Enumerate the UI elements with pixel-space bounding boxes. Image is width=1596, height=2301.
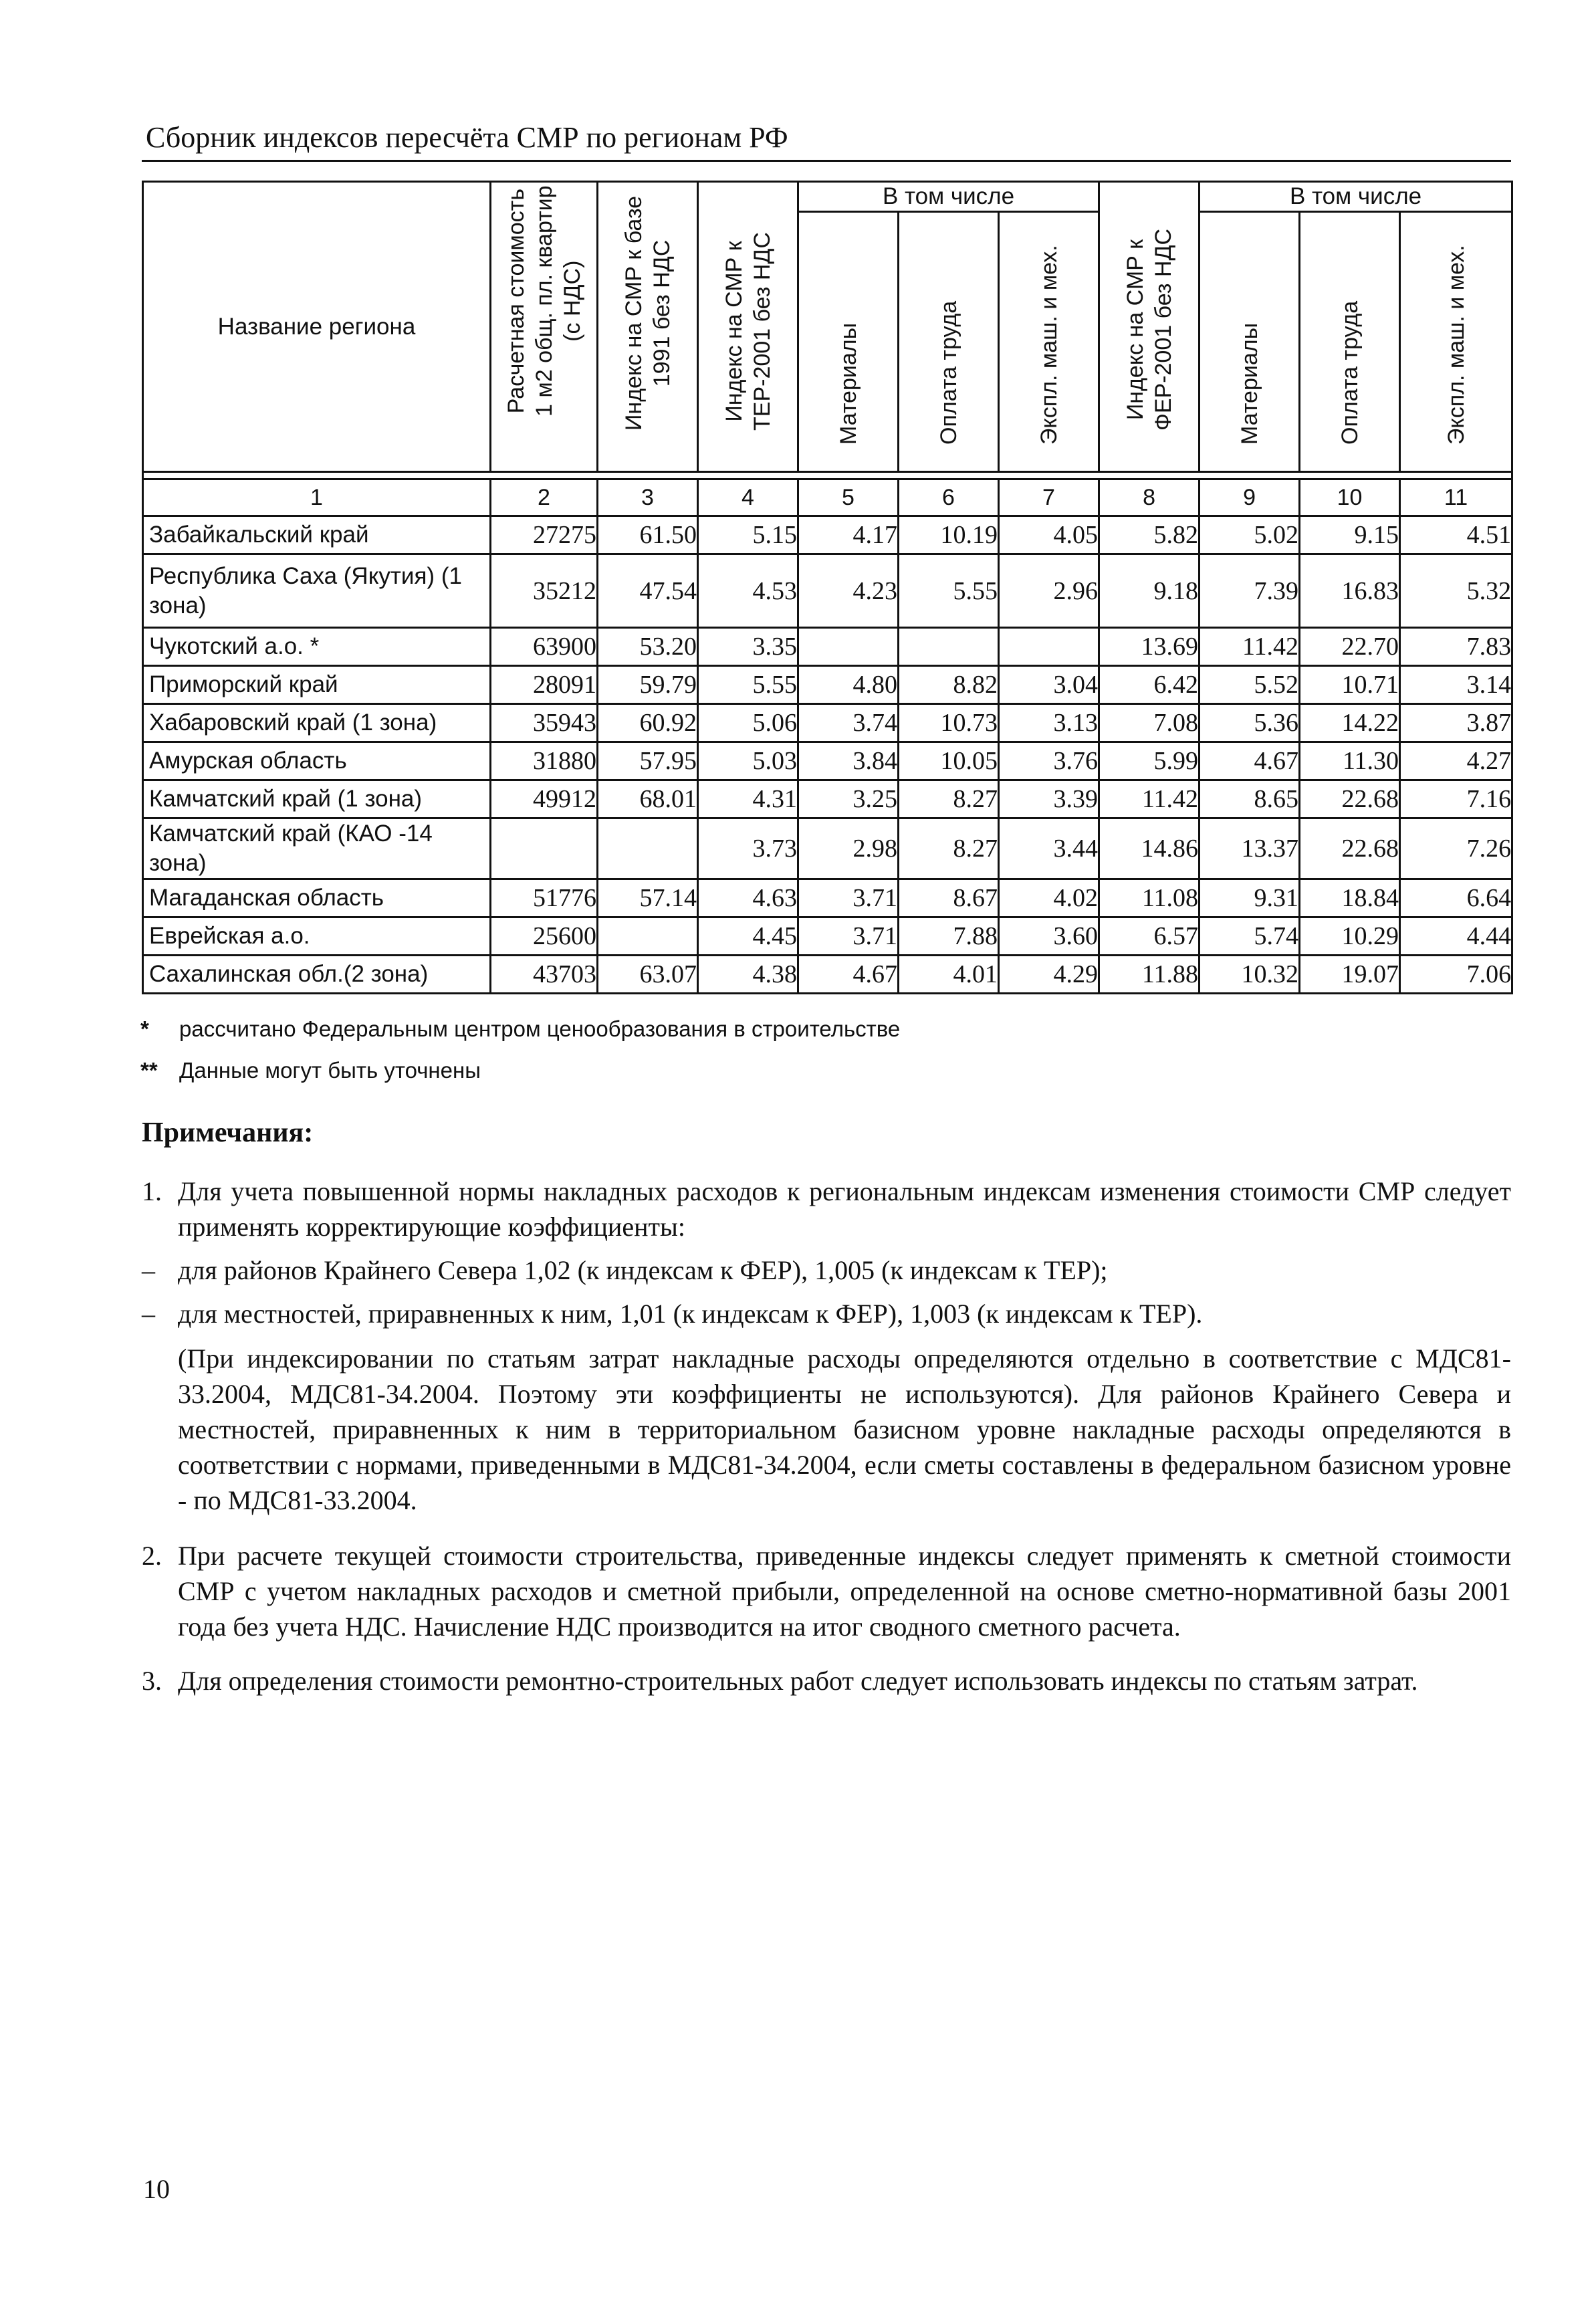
- value-cell: 5.82: [1099, 516, 1200, 554]
- table-row: [143, 554, 1512, 628]
- region-name-cell: Республика Саха (Якутия) (1 зона): [143, 554, 491, 628]
- value-cell: 4.23: [798, 554, 899, 628]
- value-cell: 7.08: [1099, 704, 1200, 742]
- value-cell: 4.80: [798, 666, 899, 704]
- value-cell: 5.55: [899, 554, 999, 628]
- value-cell: 11.08: [1099, 879, 1200, 917]
- value-cell: 9.18: [1099, 554, 1200, 628]
- value-cell: 5.03: [698, 742, 798, 780]
- note-text: Для определения стоимости ремонтно-строительных работ следует использовать индексы по статьям затрат.: [178, 1666, 1418, 1696]
- value-cell: [899, 628, 999, 666]
- value-cell: 4.05: [999, 516, 1099, 554]
- column-number: 9: [1200, 479, 1300, 516]
- note-item: [142, 1174, 1511, 1244]
- value-cell: 3.13: [999, 704, 1099, 742]
- column-number: 2: [491, 479, 598, 516]
- header-index-fer: Индекс на СМР к ФЕР-2001 без НДС: [1099, 182, 1200, 472]
- value-cell: 22.68: [1300, 780, 1400, 818]
- footnote-text: Данные могут быть уточнены: [179, 1058, 481, 1083]
- value-cell: 10.29: [1300, 917, 1400, 956]
- table-row: [143, 516, 1512, 554]
- column-number: 10: [1300, 479, 1400, 516]
- value-cell: 8.27: [899, 780, 999, 818]
- column-number: 5: [798, 479, 899, 516]
- header-cost-per-m2: Расчетная стоимость 1 м2 общ. пл. квартир (с НДС): [491, 182, 598, 472]
- note-number: 3.: [142, 1666, 162, 1696]
- value-cell: 61.50: [598, 516, 698, 554]
- value-cell: 68.01: [598, 780, 698, 818]
- value-cell: 3.74: [798, 704, 899, 742]
- footnote-mark: *: [140, 1016, 149, 1041]
- note-number: 1.: [142, 1176, 162, 1206]
- region-name-cell: Камчатский край (КАО -14 зона): [143, 818, 491, 879]
- value-cell: 10.05: [899, 742, 999, 780]
- value-cell: 4.63: [698, 879, 798, 917]
- value-cell: [798, 628, 899, 666]
- column-number: 8: [1099, 479, 1200, 516]
- region-name-cell: Камчатский край (1 зона): [143, 780, 491, 818]
- value-cell: 3.71: [798, 879, 899, 917]
- note-paragraph-text: (При индексировании по статьям затрат накладные расходы определяются отдельно в соответствие с МДС81-33.2004, МДС81-34.2004. Поэтому эти коэффициенты не используются). Для районов Крайнего Севера и местностей, приравненных к ним в территориальном базисном уровне накладные расходы определяются в соответствии с нормами, приведенными в МДС81-34.2004, если сметы составлены в федеральном базисном уровне - по МДС81-33.2004.: [178, 1343, 1511, 1515]
- value-cell: 35212: [491, 554, 598, 628]
- table-row: [143, 780, 1512, 818]
- column-number: 7: [999, 479, 1099, 516]
- note-bullet-text: для районов Крайнего Севера 1,02 (к индексам к ФЕР), 1,005 (к индексам к ТЕР);: [178, 1255, 1108, 1285]
- header-materials-ter: Материалы: [798, 212, 899, 472]
- column-number-row: [143, 479, 1512, 516]
- value-cell: 6.64: [1400, 879, 1512, 917]
- value-cell: 3.87: [1400, 704, 1512, 742]
- value-cell: 4.45: [698, 917, 798, 956]
- header-machines-ter: Экспл. маш. и мех.: [999, 212, 1099, 472]
- table-body: [143, 516, 1512, 994]
- value-cell: 8.82: [899, 666, 999, 704]
- value-cell: 18.84: [1300, 879, 1400, 917]
- notes-section: [142, 1115, 1511, 1707]
- region-name-cell: Еврейская а.о.: [143, 917, 491, 956]
- dash-marker: –: [142, 1255, 155, 1285]
- value-cell: 5.32: [1400, 554, 1512, 628]
- value-cell: 5.74: [1200, 917, 1300, 956]
- value-cell: 3.04: [999, 666, 1099, 704]
- table-row: [143, 704, 1512, 742]
- value-cell: 11.88: [1099, 956, 1200, 994]
- value-cell: [598, 917, 698, 956]
- value-cell: 4.17: [798, 516, 899, 554]
- footnote-mark: **: [140, 1058, 158, 1083]
- value-cell: 53.20: [598, 628, 698, 666]
- value-cell: 10.71: [1300, 666, 1400, 704]
- value-cell: 5.36: [1200, 704, 1300, 742]
- table-row: [143, 628, 1512, 666]
- header-index-1991: Индекс на СМР к базе 1991 без НДС: [598, 182, 698, 472]
- note-paragraph: [142, 1341, 1511, 1518]
- footnote: [140, 1058, 1518, 1099]
- value-cell: 8.65: [1200, 780, 1300, 818]
- value-cell: 4.02: [999, 879, 1099, 917]
- value-cell: 4.01: [899, 956, 999, 994]
- note-text: Для учета повышенной нормы накладных расходов к региональным индексам изменения стоимости СМР следует применять корректирующие коэффициенты:: [178, 1176, 1511, 1242]
- column-number: 4: [698, 479, 798, 516]
- table-row: [143, 666, 1512, 704]
- value-cell: 10.73: [899, 704, 999, 742]
- value-cell: 2.98: [798, 818, 899, 879]
- value-cell: 4.67: [1200, 742, 1300, 780]
- value-cell: 60.92: [598, 704, 698, 742]
- value-cell: 59.79: [598, 666, 698, 704]
- note-text: При расчете текущей стоимости строительства, приведенные индексы следует применять к сметной стоимости СМР с учетом накладных расходов и сметной прибыли, определенной на основе сметно-нормативной базы 2001 года без учета НДС. Начисление НДС производится на итог сводного сметного расчета.: [178, 1541, 1511, 1642]
- value-cell: 6.42: [1099, 666, 1200, 704]
- value-cell: 4.29: [999, 956, 1099, 994]
- value-cell: 63.07: [598, 956, 698, 994]
- value-cell: 22.70: [1300, 628, 1400, 666]
- column-number: 3: [598, 479, 698, 516]
- value-cell: 5.02: [1200, 516, 1300, 554]
- region-name-cell: Приморский край: [143, 666, 491, 704]
- value-cell: 10.32: [1200, 956, 1300, 994]
- value-cell: 10.19: [899, 516, 999, 554]
- value-cell: 9.15: [1300, 516, 1400, 554]
- note-item: [142, 1538, 1511, 1644]
- value-cell: [491, 818, 598, 879]
- value-cell: 5.99: [1099, 742, 1200, 780]
- value-cell: 5.06: [698, 704, 798, 742]
- value-cell: 13.37: [1200, 818, 1300, 879]
- value-cell: 3.84: [798, 742, 899, 780]
- note-bullet-text: для местностей, приравненных к ним, 1,01 (к индексам к ФЕР), 1,003 (к индексам к ТЕР).: [178, 1299, 1203, 1329]
- value-cell: 3.14: [1400, 666, 1512, 704]
- value-cell: 6.57: [1099, 917, 1200, 956]
- region-name-cell: Сахалинская обл.(2 зона): [143, 956, 491, 994]
- region-index-table: [142, 181, 1513, 994]
- value-cell: 7.16: [1400, 780, 1512, 818]
- table-row: [143, 742, 1512, 780]
- value-cell: 19.07: [1300, 956, 1400, 994]
- value-cell: 4.27: [1400, 742, 1512, 780]
- column-number: 11: [1400, 479, 1512, 516]
- header-machines-fer: Экспл. маш. и мех.: [1400, 212, 1512, 472]
- value-cell: 7.39: [1200, 554, 1300, 628]
- value-cell: 14.22: [1300, 704, 1400, 742]
- header-index-ter: Индекс на СМР к ТЕР-2001 без НДС: [698, 182, 798, 472]
- value-cell: 35943: [491, 704, 598, 742]
- value-cell: 4.51: [1400, 516, 1512, 554]
- column-number: 6: [899, 479, 999, 516]
- note-item: [142, 1663, 1511, 1699]
- value-cell: 27275: [491, 516, 598, 554]
- value-cell: 47.54: [598, 554, 698, 628]
- value-cell: 13.69: [1099, 628, 1200, 666]
- value-cell: [999, 628, 1099, 666]
- table-row: [143, 818, 1512, 879]
- value-cell: 22.68: [1300, 818, 1400, 879]
- value-cell: 14.86: [1099, 818, 1200, 879]
- value-cell: 3.76: [999, 742, 1099, 780]
- title-rule: [142, 160, 1511, 162]
- value-cell: 43703: [491, 956, 598, 994]
- value-cell: 63900: [491, 628, 598, 666]
- column-number: 1: [143, 479, 491, 516]
- value-cell: 7.83: [1400, 628, 1512, 666]
- region-name-cell: Магаданская область: [143, 879, 491, 917]
- value-cell: 4.44: [1400, 917, 1512, 956]
- notes-heading: Примечания:: [142, 1117, 314, 1148]
- value-cell: 31880: [491, 742, 598, 780]
- header-separator: [143, 472, 1512, 479]
- value-cell: 8.67: [899, 879, 999, 917]
- value-cell: 3.35: [698, 628, 798, 666]
- footnote-text: рассчитано Федеральным центром ценообразования в строительстве: [179, 1016, 901, 1041]
- value-cell: 4.31: [698, 780, 798, 818]
- table-row: [143, 879, 1512, 917]
- value-cell: 7.88: [899, 917, 999, 956]
- dash-marker: –: [142, 1299, 155, 1329]
- value-cell: 25600: [491, 917, 598, 956]
- value-cell: 9.31: [1200, 879, 1300, 917]
- header-group-fer: В том числе: [1200, 182, 1512, 212]
- page-title: Сборник индексов пересчёта СМР по регионам РФ: [146, 121, 788, 154]
- region-name-cell: Хабаровский край (1 зона): [143, 704, 491, 742]
- footnotes: [140, 1016, 1518, 1099]
- value-cell: 3.39: [999, 780, 1099, 818]
- header-materials-fer: Материалы: [1200, 212, 1300, 472]
- value-cell: 57.95: [598, 742, 698, 780]
- value-cell: 28091: [491, 666, 598, 704]
- value-cell: 11.42: [1200, 628, 1300, 666]
- value-cell: 4.67: [798, 956, 899, 994]
- value-cell: 49912: [491, 780, 598, 818]
- value-cell: 7.26: [1400, 818, 1512, 879]
- header-labor-ter: Оплата труда: [899, 212, 999, 472]
- value-cell: 3.25: [798, 780, 899, 818]
- footnote: [140, 1016, 1518, 1058]
- value-cell: 11.42: [1099, 780, 1200, 818]
- value-cell: 3.71: [798, 917, 899, 956]
- value-cell: 57.14: [598, 879, 698, 917]
- region-name-cell: Амурская область: [143, 742, 491, 780]
- header-group-ter: В том числе: [798, 182, 1099, 212]
- table-row: [143, 956, 1512, 994]
- value-cell: 3.73: [698, 818, 798, 879]
- value-cell: 3.44: [999, 818, 1099, 879]
- value-cell: 2.96: [999, 554, 1099, 628]
- value-cell: 7.06: [1400, 956, 1512, 994]
- header-labor-fer: Оплата труда: [1300, 212, 1400, 472]
- note-bullet: [142, 1296, 1511, 1331]
- value-cell: 4.38: [698, 956, 798, 994]
- value-cell: 5.52: [1200, 666, 1300, 704]
- note-bullet: [142, 1252, 1511, 1288]
- region-name-cell: Чукотский а.о. *: [143, 628, 491, 666]
- value-cell: 4.53: [698, 554, 798, 628]
- page-number: 10: [143, 2174, 170, 2204]
- value-cell: 3.60: [999, 917, 1099, 956]
- region-name-cell: Забайкальский край: [143, 516, 491, 554]
- value-cell: [598, 818, 698, 879]
- header-region: Название региона: [143, 182, 491, 472]
- note-number: 2.: [142, 1541, 162, 1571]
- value-cell: 8.27: [899, 818, 999, 879]
- table-row: [143, 917, 1512, 956]
- value-cell: 5.55: [698, 666, 798, 704]
- value-cell: 51776: [491, 879, 598, 917]
- value-cell: 11.30: [1300, 742, 1400, 780]
- value-cell: 5.15: [698, 516, 798, 554]
- value-cell: 16.83: [1300, 554, 1400, 628]
